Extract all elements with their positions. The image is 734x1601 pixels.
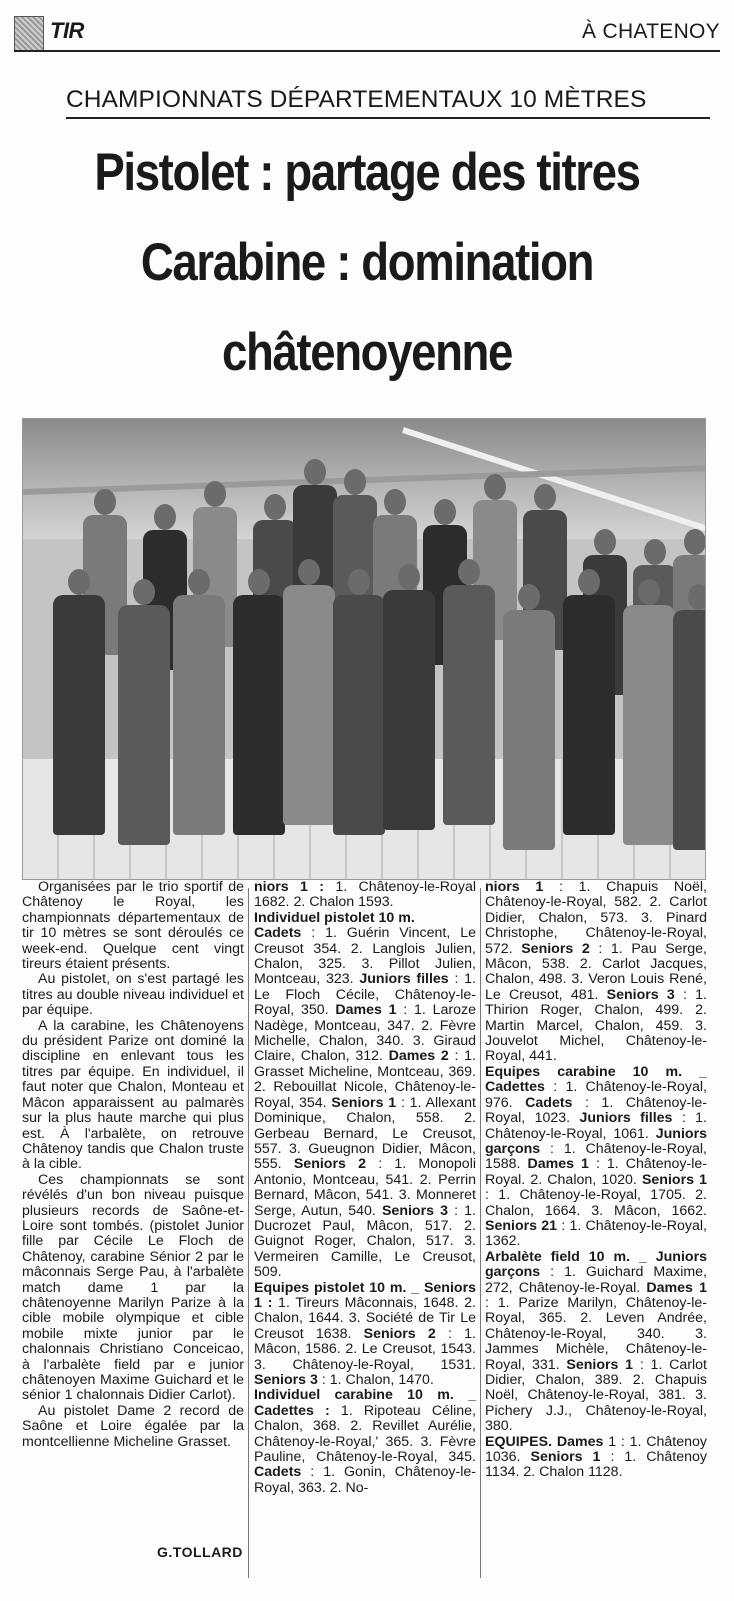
results-text: 1 : 1. Châtenoy 1036.: [485, 1433, 707, 1466]
headline: [63, 128, 670, 398]
category-label: Juniors filles: [579, 1110, 673, 1127]
results-text: : 1. Chalon, 1470.: [317, 1372, 434, 1388]
photo-person-head: [434, 499, 456, 525]
paragraph-5: Au pistolet Dame 2 record de Saône et Loire égalée par la montcellienne Micheline Grasset.: [22, 1402, 244, 1450]
results-text: : 1. Guérin Vincent, Le Creusot 354. 2. Langlois Julien, Chalon, 325. 3. Pillot Julien, Montceau, 323.: [254, 925, 476, 988]
results-heading: Equipes carabine 10 m. _ Cadettes: [485, 1063, 707, 1096]
results-heading: Individuel pistolet 10 m.: [254, 909, 415, 926]
results-text: : 1. Châtenoy-le-Royal, 1362.: [485, 1217, 707, 1250]
photo-person-body: [333, 595, 385, 835]
section-rubric: TIR: [50, 18, 84, 43]
photo-person-body: [173, 595, 225, 835]
results-heading: Individuel carabine 10 m. _ Cadettes :: [254, 1387, 476, 1419]
kicker: CHAMPIONNATS DÉPARTEMENTAUX 10 MÈTRES: [66, 86, 647, 113]
category-label: Seniors 1: [566, 1356, 634, 1373]
category-label: Dames 1: [646, 1279, 707, 1296]
photo-person-head: [154, 504, 176, 530]
page-header: [14, 16, 720, 52]
category-label: Seniors 2: [293, 1156, 366, 1173]
results-text: : 1. Thirion Roger, Chalon, 499. 2. Martin Marcel, Chalon, 459. 3. Jouvelot Michel, Châtenoy-le-Royal, 441.: [485, 986, 707, 1065]
photo-person-body: [118, 605, 170, 845]
article-body: [0, 880, 734, 1600]
photo-person-head: [264, 494, 286, 520]
category-label: Seniors 1: [641, 1171, 708, 1188]
results-text: : 1. Laroze Nadège, Montceau, 347. 2. Fèvre Michelle, Chalon, 340. 3. Giraud Claire, Chalon, 312.: [254, 1002, 476, 1065]
paragraph-1: Organisées par le trio sportif de Châtenoy le Royal, les championnats départementaux de tir 10 mètres se sont déroulés ce week-end. Quelque cent vingt tireurs étaient présents.: [22, 879, 244, 973]
paragraph-4: Ces championnats se sont révélés d'un bon niveau puisque plusieurs records de Saône-et-Loire sont tombés. (pistolet Junior fille par Cécile Le Floch de Châtenoy, carabine Sénior 2 par le mâconnais Serge Pau, à l'arbalète match dame 1 par la châtenoyenne Marilyn Parize à la cible mobile olympique et cible mobile mixte junior par le chalonnais Christiano Conceicao, à l'arbalète field par e junior châtenoyen Maxime Guichard et le sénior 1 chalonnais Didier Carlot).: [22, 1171, 244, 1404]
results-text: : 1. Pau Serge, Mâcon, 538. 2. Carlot Jacques, Chalon, 498. 3. Veron Louis René, Le Creusot, 481.: [485, 940, 707, 1003]
results-text: : 1. Le Floch Cécile, Châtenoy-le-Royal, 350.: [254, 971, 476, 1019]
results-text: 1. Ripoteau Céline, Chalon, 368. 2. Revillet Aurélie, Châtenoy-le-Royal,' 365. 3. Fèvre Pauline, Châtenoy-le-Royal, 345.: [254, 1402, 476, 1466]
results-text: : 1. Châtenoy-le-Royal, 1705. 2. Chalon, 1664. 3. Mâcon, 1662.: [485, 1187, 707, 1219]
category-label: Dames: [556, 1433, 604, 1450]
photo-person-head: [94, 489, 116, 515]
category-label: Cadets: [525, 1094, 573, 1111]
photo-person-head: [688, 584, 706, 610]
photo-person-head: [578, 569, 600, 595]
category-label: Cadets: [254, 1464, 302, 1481]
photo-person-head: [644, 539, 666, 565]
photo-person-head: [534, 484, 556, 510]
results-text: : 1. Mâcon, 1586. 2. Le Creusot, 1543. 3. Châtenoy-le-Royal, 1531.: [254, 1325, 476, 1373]
headline-line-1: Pistolet : partage des titres: [94, 143, 640, 202]
results-block: [485, 880, 707, 1065]
results-block: [254, 911, 476, 926]
results-text: : 1. Châtenoy-le-Royal, 976.: [485, 1079, 707, 1111]
results-text: : 1. Châtenoy-le-Royal, 1023.: [485, 1094, 707, 1127]
photo-person-head: [68, 569, 90, 595]
photo-person-head: [133, 579, 155, 605]
photo-person-body: [443, 585, 495, 825]
results-text: : 1. Guichard Maxime, 272, Châtenoy-le-Royal.: [485, 1264, 707, 1296]
column-3: [485, 880, 707, 1481]
category-label: niors 1: [485, 879, 544, 895]
photo-person-head: [188, 569, 210, 595]
results-text: : 1. Gonin, Châtenoy-le-Royal, 363. 2. No-: [254, 1464, 476, 1496]
results-text: : 1. Carlot Didier, Chalon, 389. 2. Chapuis Noël, Châtenoy-le-Royal, 381. 3. Pichery J.J., Châtenoy-le-Royal, 380.: [485, 1356, 707, 1435]
photo-person-body: [673, 610, 706, 850]
results-block: [254, 1388, 476, 1496]
column-divider: [248, 888, 249, 1578]
category-label: Seniors 3: [606, 986, 675, 1003]
photo-person-head: [638, 579, 660, 605]
column-2: [254, 880, 476, 1496]
category-label: Seniors 1: [331, 1094, 397, 1111]
category-label: Dames 1: [335, 1002, 397, 1019]
results-text: : 1. Ducrozet Paul, Mâcon, 517. 2. Guignot Roger, Chalon, 517. 3. Vermeiren Camille, Le Creusot, 509.: [254, 1202, 476, 1281]
paragraph-3: A la carabine, les Châtenoyens du président Parize ont dominé la discipline en enlevant tous les titres par équipe. En individuel, il faut noter que Chalon, Monteau et Mâcon apparaissent au palmarès sur la plus haute marche qui plus est. À l'arbalète, on retrouve Châtenoy tandis que Chalon truste à la cible.: [22, 1017, 244, 1173]
category-label: Cadets: [254, 925, 302, 942]
header-rule: [14, 50, 720, 52]
category-label: Seniors 3: [381, 1202, 449, 1219]
kicker-rule: [66, 117, 710, 119]
photo-person-body: [503, 610, 555, 850]
photo-person-head: [298, 559, 320, 585]
photo-person-head: [518, 584, 540, 610]
column-divider: [480, 888, 481, 1578]
photo-person-head: [348, 569, 370, 595]
results-text: 1. Tireurs Mâconnais, 1648. 2. Chalon, 1644. 3. Société de Tir Le Creusot 1638.: [254, 1294, 476, 1342]
photo-person-body: [233, 595, 285, 835]
results-block: [485, 1435, 707, 1481]
results-text: 1. Châtenoy-le-Royal 1682. 2. Chalon 1593.: [254, 879, 476, 911]
results-text: : 1. Allexant Dominique, Chalon, 558. 2. Gerbeau Bernard, Le Creusot, 557. 3. Gueugnon Didier, Mâcon, 555.: [254, 1094, 477, 1173]
headline-line-2: Carabine : domination: [140, 233, 594, 292]
category-label: Seniors 2: [363, 1325, 436, 1342]
results-text: : 1. Châtenoy-le-Royal, 1588.: [485, 1140, 707, 1173]
photo-person-body: [563, 595, 615, 835]
column-1: [22, 880, 244, 1450]
results-block: [254, 1281, 476, 1389]
results-text: : 1. Châtenoy 1134. 2. Chalon 1128.: [485, 1449, 707, 1481]
results-heading: Equipes pistolet 10 m. _ Seniors 1 :: [254, 1279, 476, 1311]
category-label: Dames 1: [527, 1156, 589, 1173]
byline: G.TOLLARD: [157, 1544, 243, 1560]
photo-person-head: [484, 474, 506, 500]
category-label: Seniors 3: [254, 1372, 318, 1388]
category-label: Juniors filles: [359, 971, 449, 988]
category-label: Dames 2: [388, 1048, 449, 1065]
results-heading: Arbalète field 10 m. _ Juniors garçons: [485, 1248, 707, 1281]
rubric-marker: [14, 16, 44, 52]
results-text: : 1. Châtenoy-le-Royal, 1061.: [485, 1110, 707, 1142]
photo-person-body: [383, 590, 435, 830]
results-heading: EQUIPES.: [485, 1433, 553, 1450]
photo-person-head: [684, 529, 706, 555]
photo-person-body: [283, 585, 335, 825]
paragraph-2: Au pistolet, on s'est partagé les titres au double niveau individuel et par équipe.: [22, 971, 244, 1019]
headline-line-3: châtenoyenne: [222, 323, 512, 382]
results-text: : 1. Monopoli Antonio, Montceau, 541. 2. Perrin Bernard, Mâcon, 541. 3. Monneret Serge, Autun, 540.: [254, 1156, 476, 1219]
results-block: [485, 1250, 707, 1435]
results-text: : 1. Châtenoy-le-Royal. 2. Chalon, 1020.: [485, 1156, 707, 1188]
photo-person-head: [458, 559, 480, 585]
category-label: Seniors 1: [530, 1449, 601, 1466]
results-text: : 1. Grasset Micheline, Montceau, 369. 2. Rebouillat Nicole, Châtenoy-le-Royal, 354.: [254, 1048, 476, 1111]
results-block: [485, 1065, 707, 1250]
results-block: [254, 926, 476, 1280]
photo-person-head: [384, 489, 406, 515]
photo-person-body: [623, 605, 675, 845]
results-text: : 1. Chapuis Noël, Châtenoy-le-Royal, 582. 2. Carlot Didier, Chalon, 573. 3. Pinard Christophe, Châtenoy-le-Royal, 572.: [485, 879, 707, 957]
results-text: : 1. Parize Marilyn, Châtenoy-le-Royal, 365. 2. Leven Andrée, Châtenoy-le-Royal, 340. 3. Jammes Michèle, Châtenoy-le-Royal, 331.: [485, 1294, 707, 1373]
photo-person-head: [304, 459, 326, 485]
group-photo: [22, 418, 706, 880]
results-block: [254, 880, 476, 911]
photo-person-head: [248, 569, 270, 595]
photo-person-head: [398, 564, 420, 590]
category-label: Seniors 2: [521, 940, 590, 957]
photo-person-head: [204, 481, 226, 507]
photo-person-body: [53, 595, 105, 835]
category-label: niors 1 :: [254, 879, 324, 895]
category-label: Juniors garçons: [485, 1125, 707, 1157]
photo-person-head: [344, 469, 366, 495]
section-place: À CHATENOY: [582, 20, 720, 43]
category-label: Seniors 21: [485, 1217, 558, 1234]
photo-person-head: [594, 529, 616, 555]
